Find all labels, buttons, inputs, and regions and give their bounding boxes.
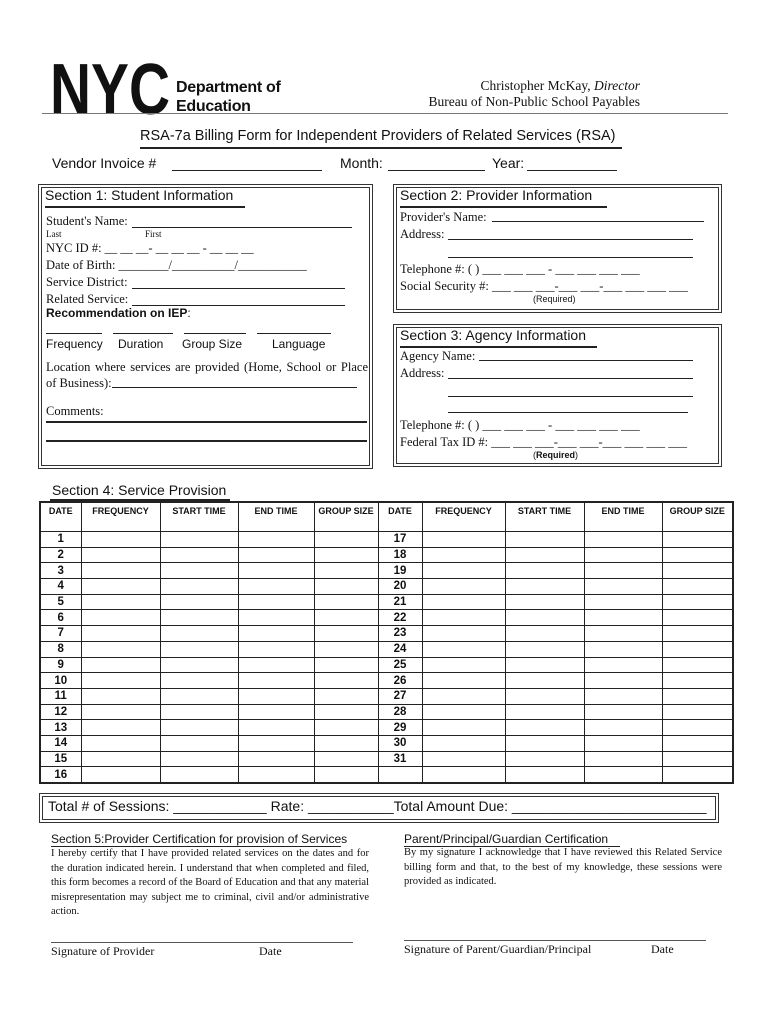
entry-cell[interactable] xyxy=(662,563,733,579)
entry-cell[interactable] xyxy=(238,547,314,563)
duration-label: Duration xyxy=(118,337,164,351)
group-size-field[interactable] xyxy=(184,333,246,334)
date-cell: 8 xyxy=(40,641,81,657)
table-row xyxy=(40,688,733,704)
section3-title-rule xyxy=(400,346,597,348)
date-cell: 20 xyxy=(378,579,422,595)
guardian-signature-line[interactable] xyxy=(404,940,706,941)
entry-cell[interactable] xyxy=(314,704,378,720)
month-field[interactable] xyxy=(388,170,485,171)
entry-cell[interactable] xyxy=(505,720,584,736)
title-underline xyxy=(140,147,622,149)
col-group-size-1: GROUP SIZE xyxy=(314,502,378,532)
nyc-logo-text: NYC xyxy=(50,56,170,118)
date-cell: 7 xyxy=(40,626,81,642)
entry-cell[interactable] xyxy=(160,532,238,548)
date-cell xyxy=(378,767,422,783)
entry-cell[interactable] xyxy=(584,751,662,767)
entry-cell[interactable] xyxy=(314,532,378,548)
entry-cell[interactable] xyxy=(160,720,238,736)
entry-cell[interactable] xyxy=(81,641,160,657)
dept-line2: Education xyxy=(176,98,251,115)
entry-cell[interactable] xyxy=(584,641,662,657)
entry-cell[interactable] xyxy=(662,641,733,657)
entry-cell[interactable] xyxy=(505,610,584,626)
date-cell: 15 xyxy=(40,751,81,767)
recommendation-colon: : xyxy=(187,306,191,320)
nyc-id-field[interactable]: NYC ID #: __ __ __- __ __ __ - __ __ __ xyxy=(46,241,254,255)
entry-cell[interactable] xyxy=(314,641,378,657)
date-cell: 17 xyxy=(378,532,422,548)
entry-cell[interactable] xyxy=(160,688,238,704)
entry-cell[interactable] xyxy=(160,673,238,689)
table-row xyxy=(40,610,733,626)
dob-field[interactable]: Date of Birth: ________/__________/___________ xyxy=(46,258,307,272)
provider-address-field-1[interactable] xyxy=(448,239,693,240)
entry-cell[interactable] xyxy=(314,720,378,736)
entry-cell[interactable] xyxy=(422,532,505,548)
entry-cell[interactable] xyxy=(662,735,733,751)
date-cell: 19 xyxy=(378,563,422,579)
provider-ssn-field[interactable]: Social Security #: ___ ___ ___-___ ___-___ ___ ___ ___ xyxy=(400,279,688,293)
bureau-name: Bureau of Non-Public School Payables xyxy=(428,94,640,109)
providers-name-label: Provider's Name: xyxy=(400,210,487,224)
language-field[interactable] xyxy=(257,333,331,334)
entry-cell[interactable] xyxy=(422,657,505,673)
comments-label: Comments: xyxy=(46,404,104,418)
provider-signature-line[interactable] xyxy=(51,942,353,943)
entry-cell[interactable] xyxy=(238,626,314,642)
entry-cell[interactable] xyxy=(160,626,238,642)
service-table-body xyxy=(40,532,733,784)
date-cell: 16 xyxy=(40,767,81,783)
entry-cell[interactable] xyxy=(584,767,662,783)
entry-cell[interactable] xyxy=(505,673,584,689)
entry-cell[interactable] xyxy=(238,610,314,626)
date-cell: 4 xyxy=(40,579,81,595)
provider-required-note: (Required) xyxy=(533,294,576,304)
entry-cell[interactable] xyxy=(505,688,584,704)
table-row xyxy=(40,720,733,736)
provider-telephone-field[interactable]: Telephone #: ( ) ___ ___ ___ - ___ ___ ___ ___ xyxy=(400,262,640,276)
director-title: Director xyxy=(594,78,640,93)
date-cell: 22 xyxy=(378,610,422,626)
entry-cell[interactable] xyxy=(160,735,238,751)
date-cell: 23 xyxy=(378,626,422,642)
entry-cell[interactable] xyxy=(314,594,378,610)
date-cell: 11 xyxy=(40,688,81,704)
agency-required-close: ) xyxy=(575,450,579,460)
date-cell: 2 xyxy=(40,547,81,563)
entry-cell[interactable] xyxy=(584,610,662,626)
duration-field[interactable] xyxy=(113,333,173,334)
entry-cell[interactable] xyxy=(238,563,314,579)
agency-address-field-1[interactable] xyxy=(448,378,693,379)
entry-cell[interactable] xyxy=(662,547,733,563)
date-cell: 6 xyxy=(40,610,81,626)
entry-cell[interactable] xyxy=(314,610,378,626)
agency-address-field-3[interactable] xyxy=(448,412,688,413)
header-divider xyxy=(42,113,728,114)
vendor-invoice-label: Vendor Invoice # xyxy=(52,155,157,171)
guardian-title: Parent/Principal/Guardian Certification xyxy=(404,832,609,846)
frequency-label: Frequency xyxy=(46,337,103,351)
entry-cell[interactable] xyxy=(314,688,378,704)
entry-cell[interactable] xyxy=(422,735,505,751)
entry-cell[interactable] xyxy=(238,673,314,689)
entry-cell[interactable] xyxy=(584,579,662,595)
entry-cell[interactable] xyxy=(584,532,662,548)
entry-cell[interactable] xyxy=(314,547,378,563)
date-cell: 26 xyxy=(378,673,422,689)
entry-cell[interactable] xyxy=(662,626,733,642)
entry-cell[interactable] xyxy=(81,720,160,736)
service-provision-table xyxy=(39,501,734,784)
nyc-logo xyxy=(50,56,170,118)
table-row xyxy=(40,563,733,579)
service-district-label: Service District: xyxy=(46,275,128,289)
section4-title: Section 4: Service Provision xyxy=(52,482,227,498)
agency-telephone-field[interactable]: Telephone #: ( ) ___ ___ ___ - ___ ___ ___ ___ xyxy=(400,418,640,432)
entry-cell[interactable] xyxy=(505,626,584,642)
table-row xyxy=(40,735,733,751)
table-row xyxy=(40,532,733,548)
entry-cell[interactable] xyxy=(505,657,584,673)
entry-cell[interactable] xyxy=(81,751,160,767)
vendor-invoice-field[interactable] xyxy=(172,170,322,171)
entry-cell[interactable] xyxy=(662,594,733,610)
service-district-field[interactable] xyxy=(132,288,345,289)
entry-cell[interactable] xyxy=(422,579,505,595)
entry-cell[interactable] xyxy=(238,720,314,736)
provider-signature-label: Signature of Provider xyxy=(51,944,155,958)
entry-cell[interactable] xyxy=(81,673,160,689)
table-row xyxy=(40,547,733,563)
entry-cell[interactable] xyxy=(584,704,662,720)
col-end-time-2: END TIME xyxy=(584,502,662,532)
totals-row xyxy=(48,798,707,814)
entry-cell[interactable] xyxy=(422,704,505,720)
director-line xyxy=(400,78,640,94)
section1-title-rule xyxy=(45,206,245,208)
entry-cell[interactable] xyxy=(314,751,378,767)
agency-required-open: ( xyxy=(533,450,536,460)
entry-cell[interactable] xyxy=(160,547,238,563)
first-name-hint: First xyxy=(145,229,162,239)
language-label: Language xyxy=(272,337,326,351)
entry-cell[interactable] xyxy=(505,579,584,595)
entry-cell[interactable] xyxy=(505,641,584,657)
agency-name-field[interactable] xyxy=(479,360,693,361)
entry-cell[interactable] xyxy=(505,767,584,783)
entry-cell[interactable] xyxy=(662,532,733,548)
entry-cell[interactable] xyxy=(584,626,662,642)
entry-cell[interactable] xyxy=(422,720,505,736)
entry-cell[interactable] xyxy=(584,563,662,579)
date-cell: 14 xyxy=(40,735,81,751)
rate-field[interactable]: Rate: ___________ xyxy=(270,798,394,814)
agency-name-label: Agency Name: xyxy=(400,349,476,363)
section3-title: Section 3: Agency Information xyxy=(400,327,586,343)
table-row xyxy=(40,657,733,673)
entry-cell[interactable] xyxy=(238,657,314,673)
col-frequency-2: FREQUENCY xyxy=(422,502,505,532)
entry-cell[interactable] xyxy=(314,626,378,642)
entry-cell[interactable] xyxy=(81,767,160,783)
table-row xyxy=(40,626,733,642)
date-cell: 1 xyxy=(40,532,81,548)
entry-cell[interactable] xyxy=(314,735,378,751)
entry-cell[interactable] xyxy=(238,688,314,704)
date-cell: 13 xyxy=(40,720,81,736)
entry-cell[interactable] xyxy=(662,767,733,783)
entry-cell[interactable] xyxy=(314,657,378,673)
entry-cell[interactable] xyxy=(81,688,160,704)
entry-cell[interactable] xyxy=(584,688,662,704)
entry-cell[interactable] xyxy=(238,767,314,783)
guardian-signature-label: Signature of Parent/Guardian/Principal xyxy=(404,942,592,956)
date-cell: 31 xyxy=(378,751,422,767)
table-header-row xyxy=(40,502,733,532)
entry-cell[interactable] xyxy=(81,532,160,548)
col-date-1: DATE xyxy=(40,502,81,532)
entry-cell[interactable] xyxy=(81,704,160,720)
entry-cell[interactable] xyxy=(662,579,733,595)
last-name-hint: Last xyxy=(46,229,62,239)
table-row xyxy=(40,704,733,720)
entry-cell[interactable] xyxy=(314,579,378,595)
entry-cell[interactable] xyxy=(584,735,662,751)
students-name-field[interactable] xyxy=(132,227,352,228)
entry-cell[interactable] xyxy=(238,735,314,751)
entry-cell[interactable] xyxy=(81,547,160,563)
agency-required-word: Required xyxy=(536,450,576,460)
agency-tax-id-field[interactable]: Federal Tax ID #: ___ ___ ___-___ ___-___ ___ ___ ___ xyxy=(400,435,688,449)
entry-cell[interactable] xyxy=(160,641,238,657)
col-start-time-1: START TIME xyxy=(160,502,238,532)
entry-cell[interactable] xyxy=(505,547,584,563)
entry-cell[interactable] xyxy=(662,720,733,736)
entry-cell[interactable] xyxy=(505,532,584,548)
entry-cell[interactable] xyxy=(81,626,160,642)
col-frequency-1: FREQUENCY xyxy=(81,502,160,532)
entry-cell[interactable] xyxy=(422,594,505,610)
section1-title: Section 1: Student Information xyxy=(45,187,234,203)
entry-cell[interactable] xyxy=(584,720,662,736)
entry-cell[interactable] xyxy=(81,657,160,673)
entry-cell[interactable] xyxy=(160,594,238,610)
date-cell: 28 xyxy=(378,704,422,720)
entry-cell[interactable] xyxy=(505,735,584,751)
entry-cell[interactable] xyxy=(422,767,505,783)
entry-cell[interactable] xyxy=(505,563,584,579)
frequency-field[interactable] xyxy=(46,333,102,334)
entry-cell[interactable] xyxy=(422,563,505,579)
col-end-time-1: END TIME xyxy=(238,502,314,532)
entry-cell[interactable] xyxy=(314,563,378,579)
entry-cell[interactable] xyxy=(160,563,238,579)
year-label: Year: xyxy=(492,155,525,171)
form-title: RSA-7a Billing Form for Independent Providers of Related Services (RSA) xyxy=(140,128,616,144)
entry-cell[interactable] xyxy=(662,657,733,673)
entry-cell[interactable] xyxy=(505,751,584,767)
entry-cell[interactable] xyxy=(505,594,584,610)
entry-cell[interactable] xyxy=(662,610,733,626)
guardian-date-label: Date xyxy=(651,942,674,956)
date-cell: 30 xyxy=(378,735,422,751)
agency-required-note xyxy=(533,450,578,460)
entry-cell[interactable] xyxy=(422,688,505,704)
section5-title: Section 5:Provider Certification for provision of Services xyxy=(51,832,348,846)
students-name-label: Student's Name: xyxy=(46,214,128,228)
comments-line-2[interactable] xyxy=(46,440,367,442)
date-cell: 5 xyxy=(40,594,81,610)
entry-cell[interactable] xyxy=(81,594,160,610)
table-row xyxy=(40,673,733,689)
director-name: Christopher McKay, xyxy=(480,78,594,93)
total-sessions-field[interactable]: Total # of Sessions: ____________ xyxy=(48,798,267,814)
entry-cell[interactable] xyxy=(662,688,733,704)
entry-cell[interactable] xyxy=(584,673,662,689)
location-field[interactable] xyxy=(112,387,357,388)
date-cell: 25 xyxy=(378,657,422,673)
entry-cell[interactable] xyxy=(584,657,662,673)
entry-cell[interactable] xyxy=(422,547,505,563)
date-cell: 21 xyxy=(378,594,422,610)
entry-cell[interactable] xyxy=(160,767,238,783)
section2-title-rule xyxy=(400,206,607,208)
location-label: Location where services are provided (Home, School or Place of Business): xyxy=(46,360,368,390)
provider-address-field-2[interactable] xyxy=(448,257,693,258)
entry-cell[interactable] xyxy=(422,751,505,767)
section5-body: I hereby certify that I have provided related services on the dates and for the duration indicated herein. I understand that when completed and filed, this form becomes a record of the Board of Education and that any material misrepresentation may subject me to criminal, civil and/or administrative action. xyxy=(51,848,369,917)
year-field[interactable] xyxy=(527,170,617,171)
comments-line-1[interactable] xyxy=(46,421,367,423)
entry-cell[interactable] xyxy=(160,610,238,626)
col-date-2: DATE xyxy=(378,502,422,532)
entry-cell[interactable] xyxy=(422,673,505,689)
table-row xyxy=(40,751,733,767)
agency-address-field-2[interactable] xyxy=(448,396,693,397)
date-cell: 12 xyxy=(40,704,81,720)
table-row xyxy=(40,579,733,595)
entry-cell[interactable] xyxy=(422,641,505,657)
entry-cell[interactable] xyxy=(160,704,238,720)
entry-cell[interactable] xyxy=(81,563,160,579)
table-row xyxy=(40,594,733,610)
entry-cell[interactable] xyxy=(662,751,733,767)
entry-cell[interactable] xyxy=(238,751,314,767)
director-block xyxy=(400,78,640,110)
entry-cell[interactable] xyxy=(238,704,314,720)
provider-address-label: Address: xyxy=(400,227,445,241)
entry-cell[interactable] xyxy=(238,641,314,657)
department-name xyxy=(176,78,281,116)
entry-cell[interactable] xyxy=(422,610,505,626)
entry-cell[interactable] xyxy=(314,767,378,783)
entry-cell[interactable] xyxy=(314,673,378,689)
date-cell: 24 xyxy=(378,641,422,657)
entry-cell[interactable] xyxy=(584,547,662,563)
col-start-time-2: START TIME xyxy=(505,502,584,532)
entry-cell[interactable] xyxy=(238,594,314,610)
recommendation-label: Recommendation on IEP xyxy=(46,306,188,320)
entry-cell[interactable] xyxy=(584,594,662,610)
providers-name-field[interactable] xyxy=(492,221,704,222)
entry-cell[interactable] xyxy=(81,735,160,751)
section2-title: Section 2: Provider Information xyxy=(400,187,593,203)
entry-cell[interactable] xyxy=(662,673,733,689)
entry-cell[interactable] xyxy=(81,610,160,626)
entry-cell[interactable] xyxy=(160,579,238,595)
entry-cell[interactable] xyxy=(238,579,314,595)
entry-cell[interactable] xyxy=(160,751,238,767)
date-cell: 29 xyxy=(378,720,422,736)
related-service-label: Related Service: xyxy=(46,292,129,306)
agency-address-label: Address: xyxy=(400,366,445,380)
table-row xyxy=(40,641,733,657)
table-row xyxy=(40,767,733,783)
guardian-body: By my signature I acknowledge that I have reviewed this Related Service billing form and that, to the best of my knowledge, these sessions were provided as indicated. xyxy=(404,847,722,887)
entry-cell[interactable] xyxy=(238,532,314,548)
entry-cell[interactable] xyxy=(160,657,238,673)
provider-date-label: Date xyxy=(259,944,282,958)
date-cell: 9 xyxy=(40,657,81,673)
date-cell: 27 xyxy=(378,688,422,704)
entry-cell[interactable] xyxy=(81,579,160,595)
date-cell: 3 xyxy=(40,563,81,579)
entry-cell[interactable] xyxy=(662,704,733,720)
entry-cell[interactable] xyxy=(422,626,505,642)
date-cell: 10 xyxy=(40,673,81,689)
month-label: Month: xyxy=(340,155,383,171)
entry-cell[interactable] xyxy=(505,704,584,720)
recommendation-heading xyxy=(46,306,191,320)
dept-line1: Department of xyxy=(176,79,281,96)
col-group-size-2: GROUP SIZE xyxy=(662,502,733,532)
total-amount-field[interactable]: Total Amount Due: _________________________ xyxy=(393,798,707,814)
group-size-label: Group Size xyxy=(182,337,243,351)
date-cell: 18 xyxy=(378,547,422,563)
